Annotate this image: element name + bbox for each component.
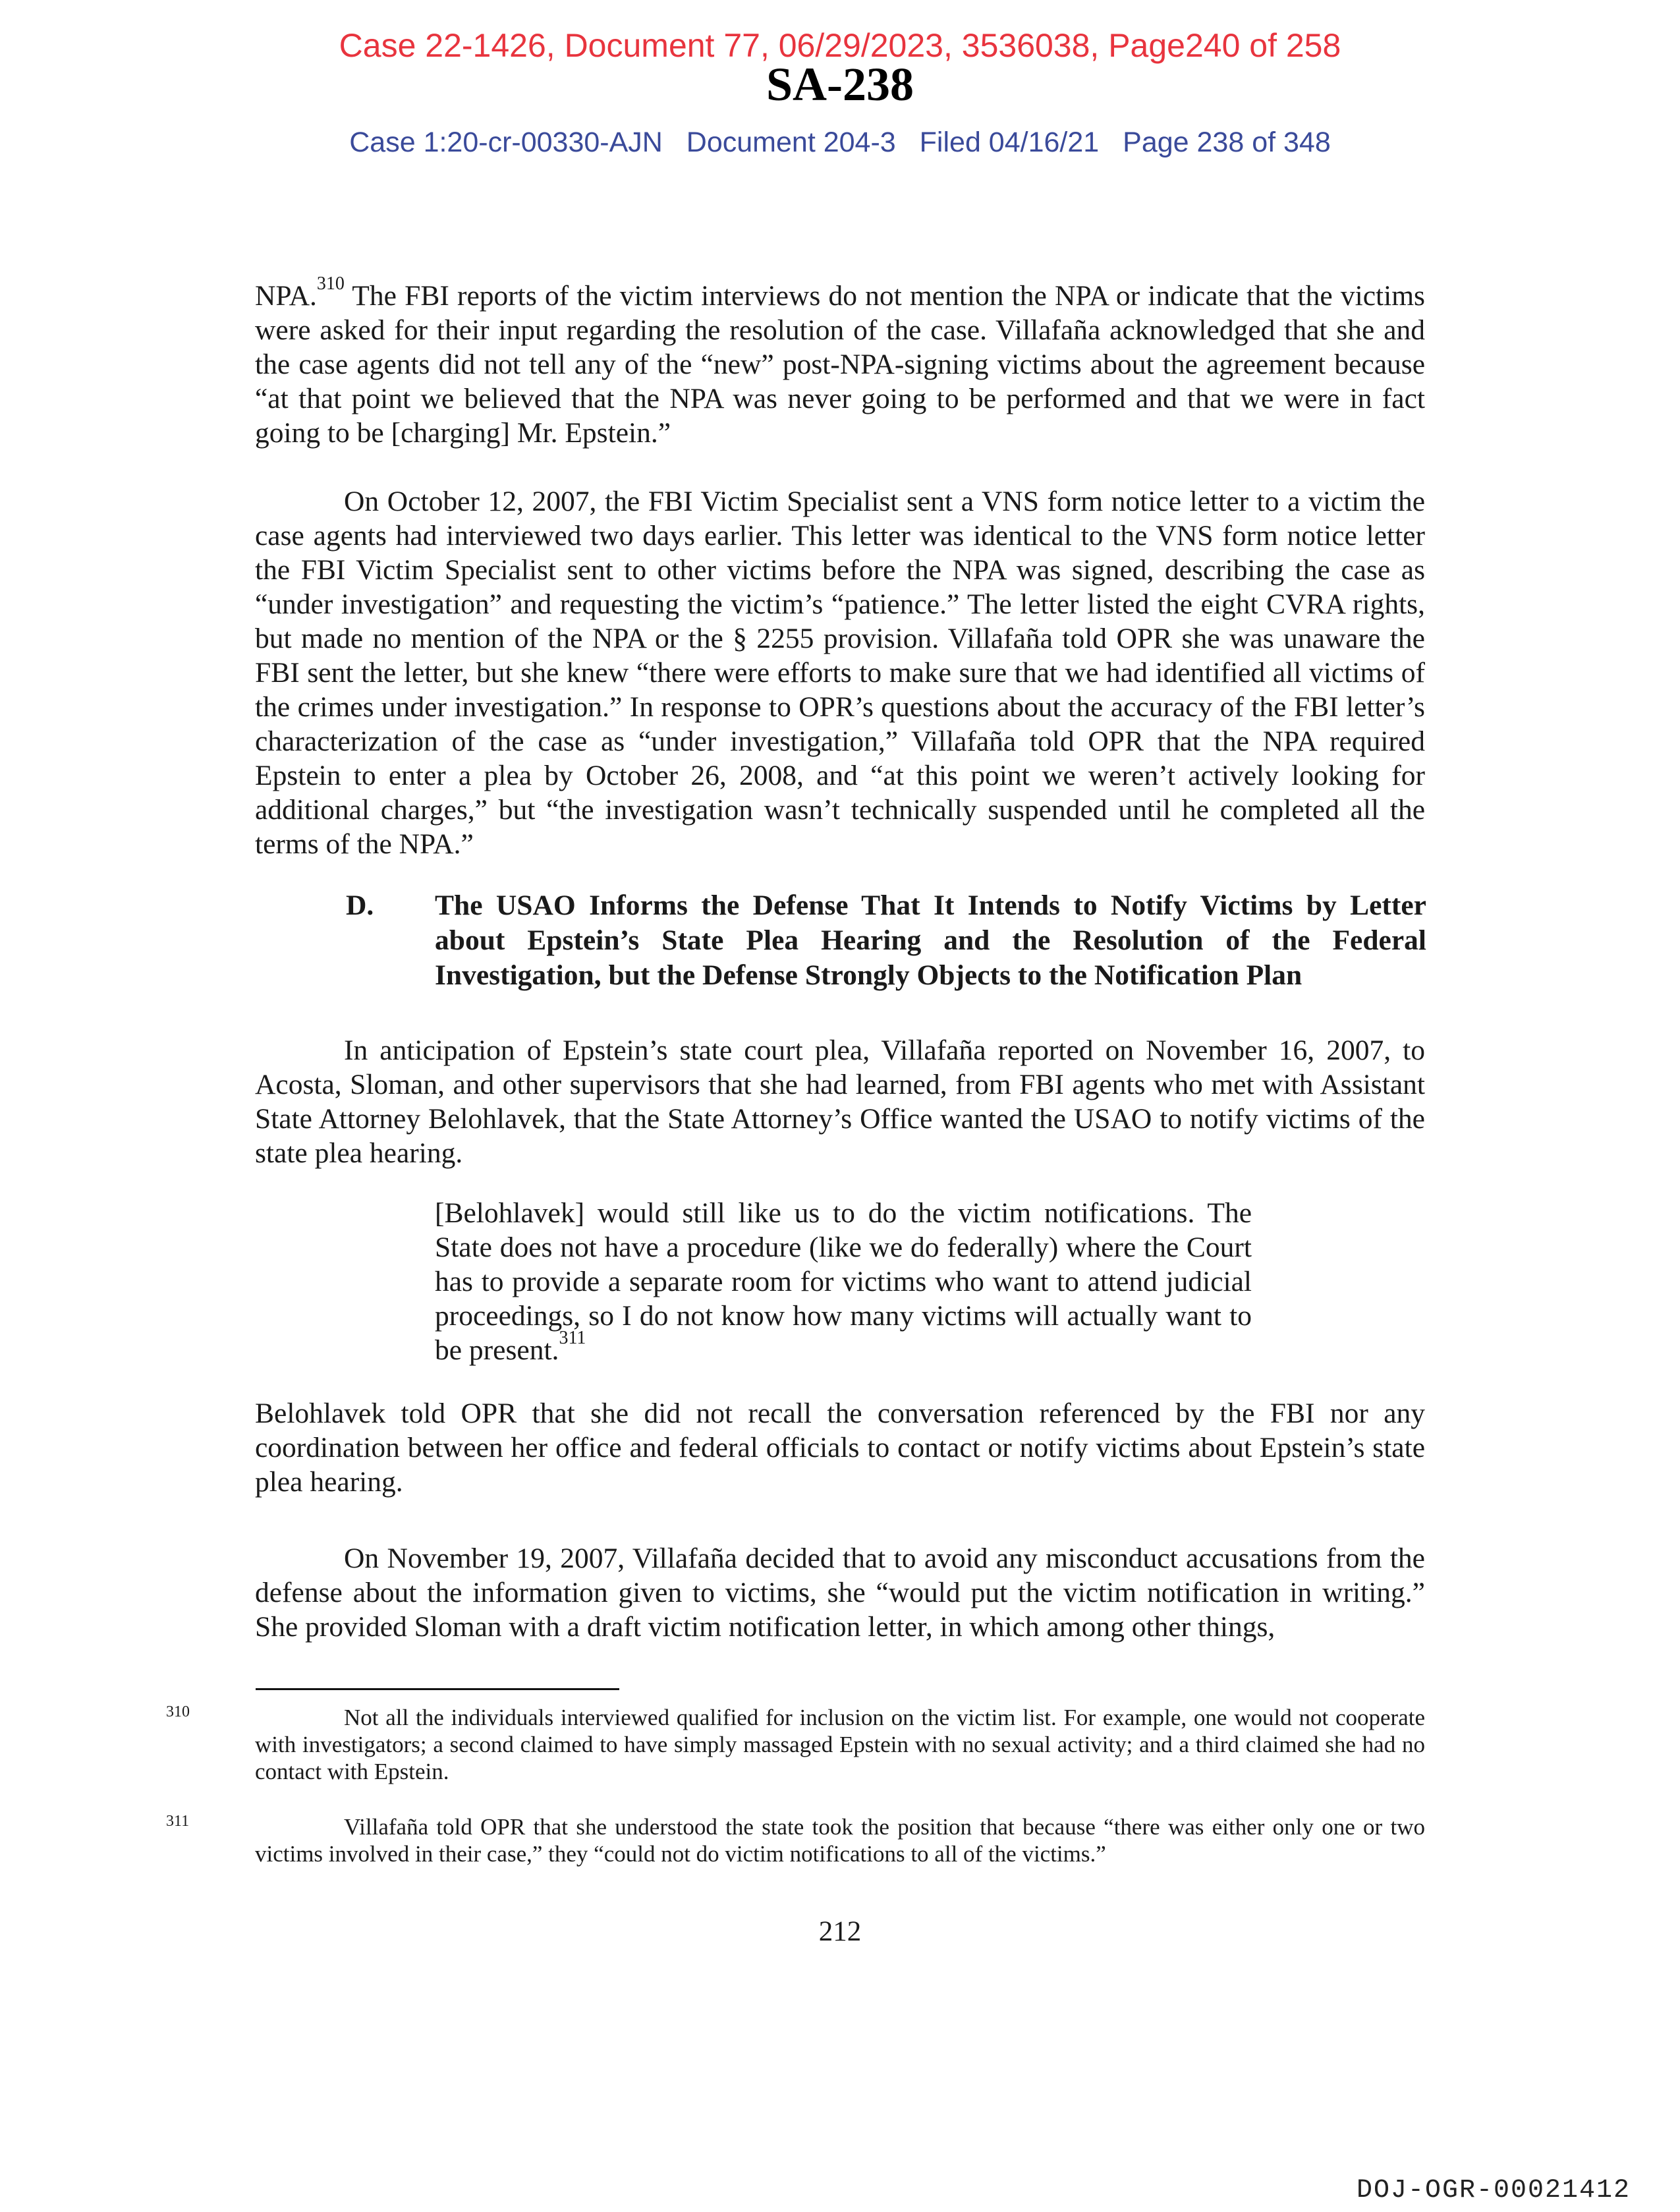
paragraph-november-decision	[255, 1541, 1425, 1644]
paragraph-text: On November 19, 2007, Villafaña decided that to avoid any misconduct accusations from the defense about the information given to victims, she “would put the victim notification in writing.” She provided Sloman with a draft victim notification letter, in which among other things,	[255, 1543, 1425, 1643]
district-document-number: Document 204-3	[686, 127, 896, 158]
paragraph-text: On October 12, 2007, the FBI Victim Specialist sent a VNS form notice letter to a victim the case agents had interviewed two days earlier. This letter was identical to the VNS form notice letter the FBI Victim Specialist sent to other victims before the NPA was signed, describing the case as “under investigation” and requesting the victim’s “patience.” The letter listed the eight CVRA rights, but made no mention of the NPA or the § 2255 provision. Villafaña told OPR she was unaware the FBI sent the letter, but she knew “there were efforts to make sure that we had identified all victims of the crimes under investigation.” In response to OPR’s questions about the accuracy of the FBI letter’s characterization of the case as “under investigation,” Villafaña told OPR that the NPA required Epstein to enter a plea by October 26, 2008, and “at this point we weren’t actively looking for additional charges,” but “the investigation wasn’t technically suspended until he completed all the terms of the NPA.”	[255, 486, 1425, 860]
footnote-separator	[256, 1688, 619, 1690]
district-page-count: Page 238 of 348	[1123, 127, 1331, 158]
footnote-number: 311	[166, 1813, 190, 1830]
footnote-ref-311[interactable]: 311	[559, 1328, 586, 1349]
appendix-page-label: SA-238	[766, 58, 914, 111]
bates-number: DOJ-OGR-00021412	[1356, 2176, 1631, 2205]
paragraph-october-letter	[255, 484, 1425, 861]
paragraph-text: In anticipation of Epstein’s state court plea, Villafaña reported on November 16, 2007, to Acosta, Sloman, and other supervisors that she had learned, from FBI agents who met with Assistant State Attorney Belohlavek, that the State Attorney’s Office wanted the USAO to notify victims of the state plea hearing.	[255, 1035, 1425, 1169]
footnote-311	[166, 1813, 1425, 1867]
paragraph-lead: NPA.	[255, 280, 317, 312]
paragraph-state-plea-anticipation	[255, 1033, 1425, 1170]
district-case-number: Case 1:20-cr-00330-AJN	[349, 127, 663, 158]
footnote-number: 310	[166, 1703, 190, 1720]
section-letter: D.	[346, 890, 374, 921]
block-quote	[435, 1196, 1252, 1367]
paragraph-npa-interviews	[255, 273, 1425, 450]
footnote-text: Villafaña told OPR that she understood the state took the position that because “there was either only one or two victims involved in their case,” they “could not do victim notifications to all of the victims.”	[255, 1814, 1425, 1867]
section-heading-d	[346, 888, 1426, 993]
quote-text: [Belohlavek] would still like us to do the victim notifications. The State does not have a procedure (like we do federally) where the Court has to provide a separate room for victims who want to attend judicial proceedings, so I do not know how many victims will actually want to be present.	[435, 1197, 1252, 1366]
paragraph-belohlavek-recall	[255, 1396, 1425, 1499]
section-title: The USAO Informs the Defense That It Intends to Notify Victims by Letter about Epstein’s State Plea Hearing and the Resolution of the Federal Investigation, but the Defense Strongly Objects to the Notification Plan	[435, 890, 1426, 991]
paragraph-text: The FBI reports of the victim interviews do not mention the NPA or indicate that the victims were asked for their input regarding the resolution of the case. Villafaña acknowledged that she and the case agents did not tell any of the “new” post-NPA-signing victims about the agreement because “at that point we believed that the NPA was never going to be performed and that we were in fact going to be [charging] Mr. Epstein.”	[255, 280, 1425, 449]
footnote-text: Not all the individuals interviewed qualified for inclusion on the victim list. For example, one would not cooperate with investigators; a second claimed to have simply massaged Epstein with no sexual activity; and a third claimed she had no contact with Epstein.	[255, 1705, 1425, 1784]
footnote-ref-310[interactable]: 310	[316, 273, 345, 295]
paragraph-text: Belohlavek told OPR that she did not recall the conversation referenced by the FBI nor any coordination between her office and federal officials to contact or notify victims about Epstein’s state plea hearing.	[255, 1398, 1425, 1498]
district-filed-date: Filed 04/16/21	[919, 127, 1100, 158]
footnote-310	[166, 1703, 1425, 1785]
page-number: 212	[818, 1916, 862, 1947]
district-case-stamp	[0, 125, 1680, 159]
appellate-case-stamp: Case 22-1426, Document 77, 06/29/2023, 3536038, Page240 of 258	[339, 27, 1341, 64]
